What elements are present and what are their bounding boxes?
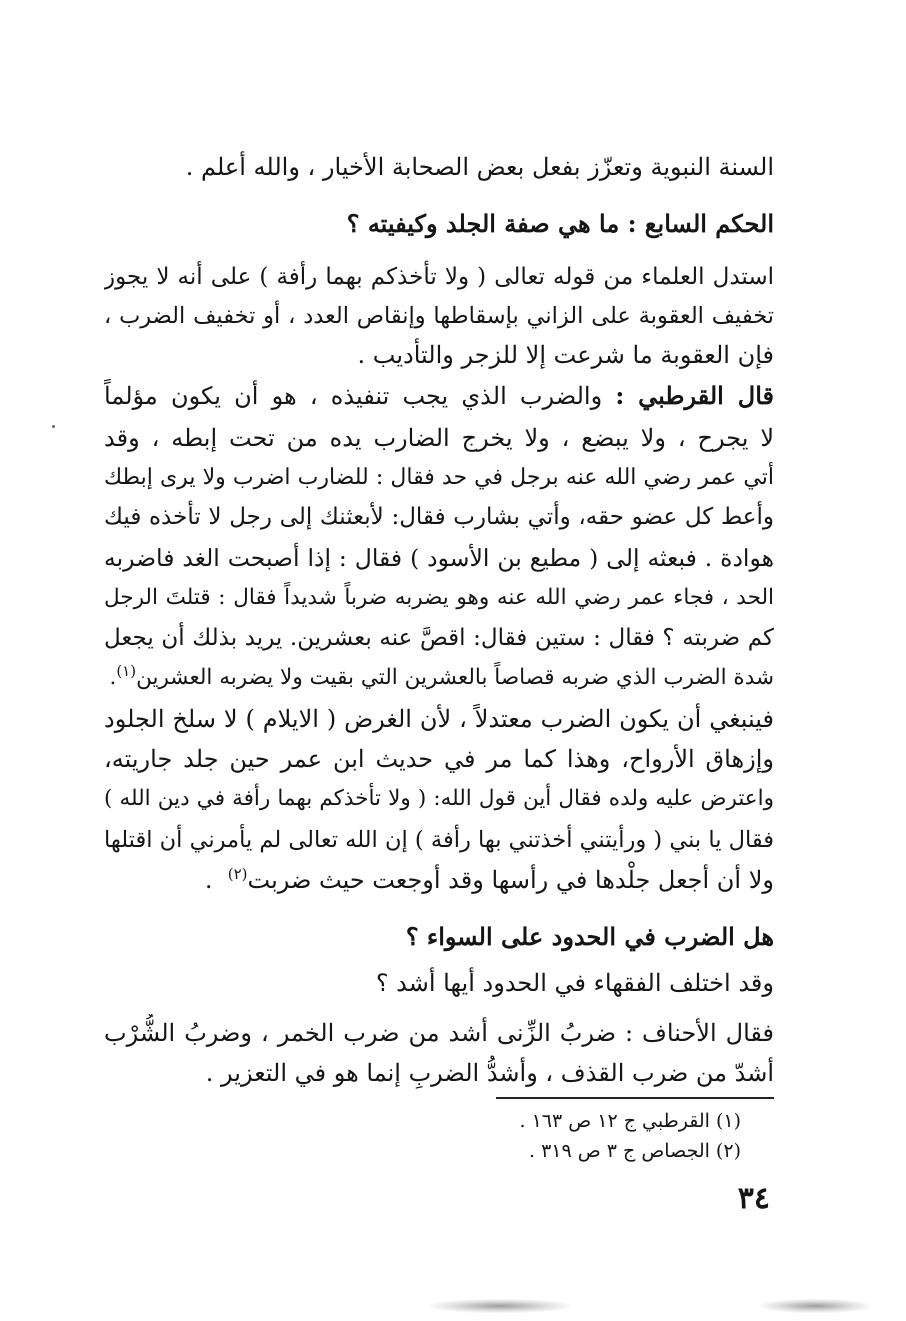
footnote-separator-rule bbox=[496, 1097, 774, 1099]
body-line-21: فقال الأحناف : ضربُ الزِّنى أشد من ضرب الخمر ، وضربُ الشُّرْب bbox=[104, 1019, 774, 1047]
body-line-7: لا يجرح ، ولا يبضع ، ولا يخرج الضارب يده من تحت إبطه ، وقد bbox=[104, 424, 774, 452]
footnote-1: (١) القرطبي ج ١٢ ص ١٦٣ . bbox=[519, 1110, 741, 1132]
section-heading-seventh-ruling: الحكم السابع : ما هي صفة الجلد وكيفيته ؟ bbox=[346, 209, 774, 238]
body-line-1: السنة النبوية وتعزّز بفعل بعض الصحابة الأخيار ، والله أعلم . bbox=[185, 153, 774, 181]
section-heading-beating-equality: هل الضرب في الحدود على السواء ؟ bbox=[405, 922, 774, 951]
body-line-20: وقد اختلف الفقهاء في الحدود أيها أشد ؟ bbox=[375, 969, 774, 997]
body-line-3: استدل العلماء من قوله تعالى ( ولا تأخذكم بهما رأفة ) على أنه لا يجوز bbox=[104, 264, 774, 290]
line-end-period-1: . bbox=[109, 665, 117, 690]
page-number: ٣٤ bbox=[737, 1181, 770, 1216]
footnote-ref-1: (١) bbox=[116, 661, 137, 680]
qurtubi-label-rest: والضرب الذي يجب تنفيذه ، هو أن يكون مؤلماً bbox=[104, 382, 616, 410]
body-line-13-text: شدة الضرب الذي ضربه قصاصاً بالعشرين التي بقيت ولا يضربه العشرين bbox=[136, 665, 774, 690]
body-line-14: فينبغي أن يكون الضرب معتدلاً ، لأن الغرض ( الايلام ) لا سلخ الجلود bbox=[104, 705, 774, 733]
qurtubi-label: قال القرطبي : bbox=[615, 381, 774, 410]
line-end-period-2: . bbox=[204, 866, 213, 894]
body-line-10: هوادة . فبعثه إلى ( مطيع بن الأسود ) فقال : إذا أصبحت الغد فاضربه bbox=[104, 544, 774, 572]
footnote-ref-2: (٢) bbox=[227, 865, 248, 883]
body-line-11: الحد ، فجاء عمر رضي الله عنه وهو يضربه ضرباً شديداً فقال : قتلتَ الرجل bbox=[104, 585, 774, 610]
body-line-16: واعترض عليه ولده فقال أين قول الله: ( ولا تأخذكم بهما رأفة في دين الله ) bbox=[104, 786, 774, 811]
scan-speck bbox=[52, 425, 55, 428]
footnote-2: (٢) الجصاص ج ٣ ص ٣١٩ . bbox=[528, 1140, 741, 1162]
body-line-22: أشدّ من ضرب القذف ، وأشدُّ الضربِ إنما هو في التعزير . bbox=[205, 1059, 774, 1087]
body-line-17: فقال يا بني ( ورأيتني أخذتني بها رأفة ) إن الله تعالى لم يأمرني أن اقتلها bbox=[104, 827, 774, 853]
body-line-9: وأعط كل عضو حقه، وأتي بشارب فقال: لأبعثنك إلى رجل لا تأخذه فيك bbox=[104, 504, 774, 530]
scan-smudge-right bbox=[760, 1299, 870, 1313]
body-line-8: أتي عمر رضي الله عنه برجل في حد فقال : للضارب اضرب ولا يرى إبطك bbox=[104, 465, 774, 490]
body-line-5: فإن العقوبة ما شرعت إلا للزجر والتأديب . bbox=[357, 341, 774, 369]
body-line-qurtubi bbox=[104, 377, 774, 415]
body-line-13 bbox=[104, 659, 774, 697]
body-line-4: تخفيف العقوبة على الزاني بإسقاطها وإنقاص العدد ، أو تخفيف الضرب ، bbox=[104, 303, 774, 329]
scan-smudge-left bbox=[430, 1299, 570, 1313]
body-line-12: كم ضربته ؟ فقال : ستين فقال: اقصَّ عنه بعشرين. يريد بذلك أن يجعل bbox=[104, 625, 774, 651]
body-line-15: وإزهاق الأرواح، وهذا كما مر في حديث ابن عمر حين جلد جاريته، bbox=[104, 745, 774, 773]
body-line-18 bbox=[104, 861, 774, 899]
body-line-18-text: ولا أن أجعل جلْدها في رأسها وقد أوجعت حيث ضربت bbox=[247, 866, 774, 894]
